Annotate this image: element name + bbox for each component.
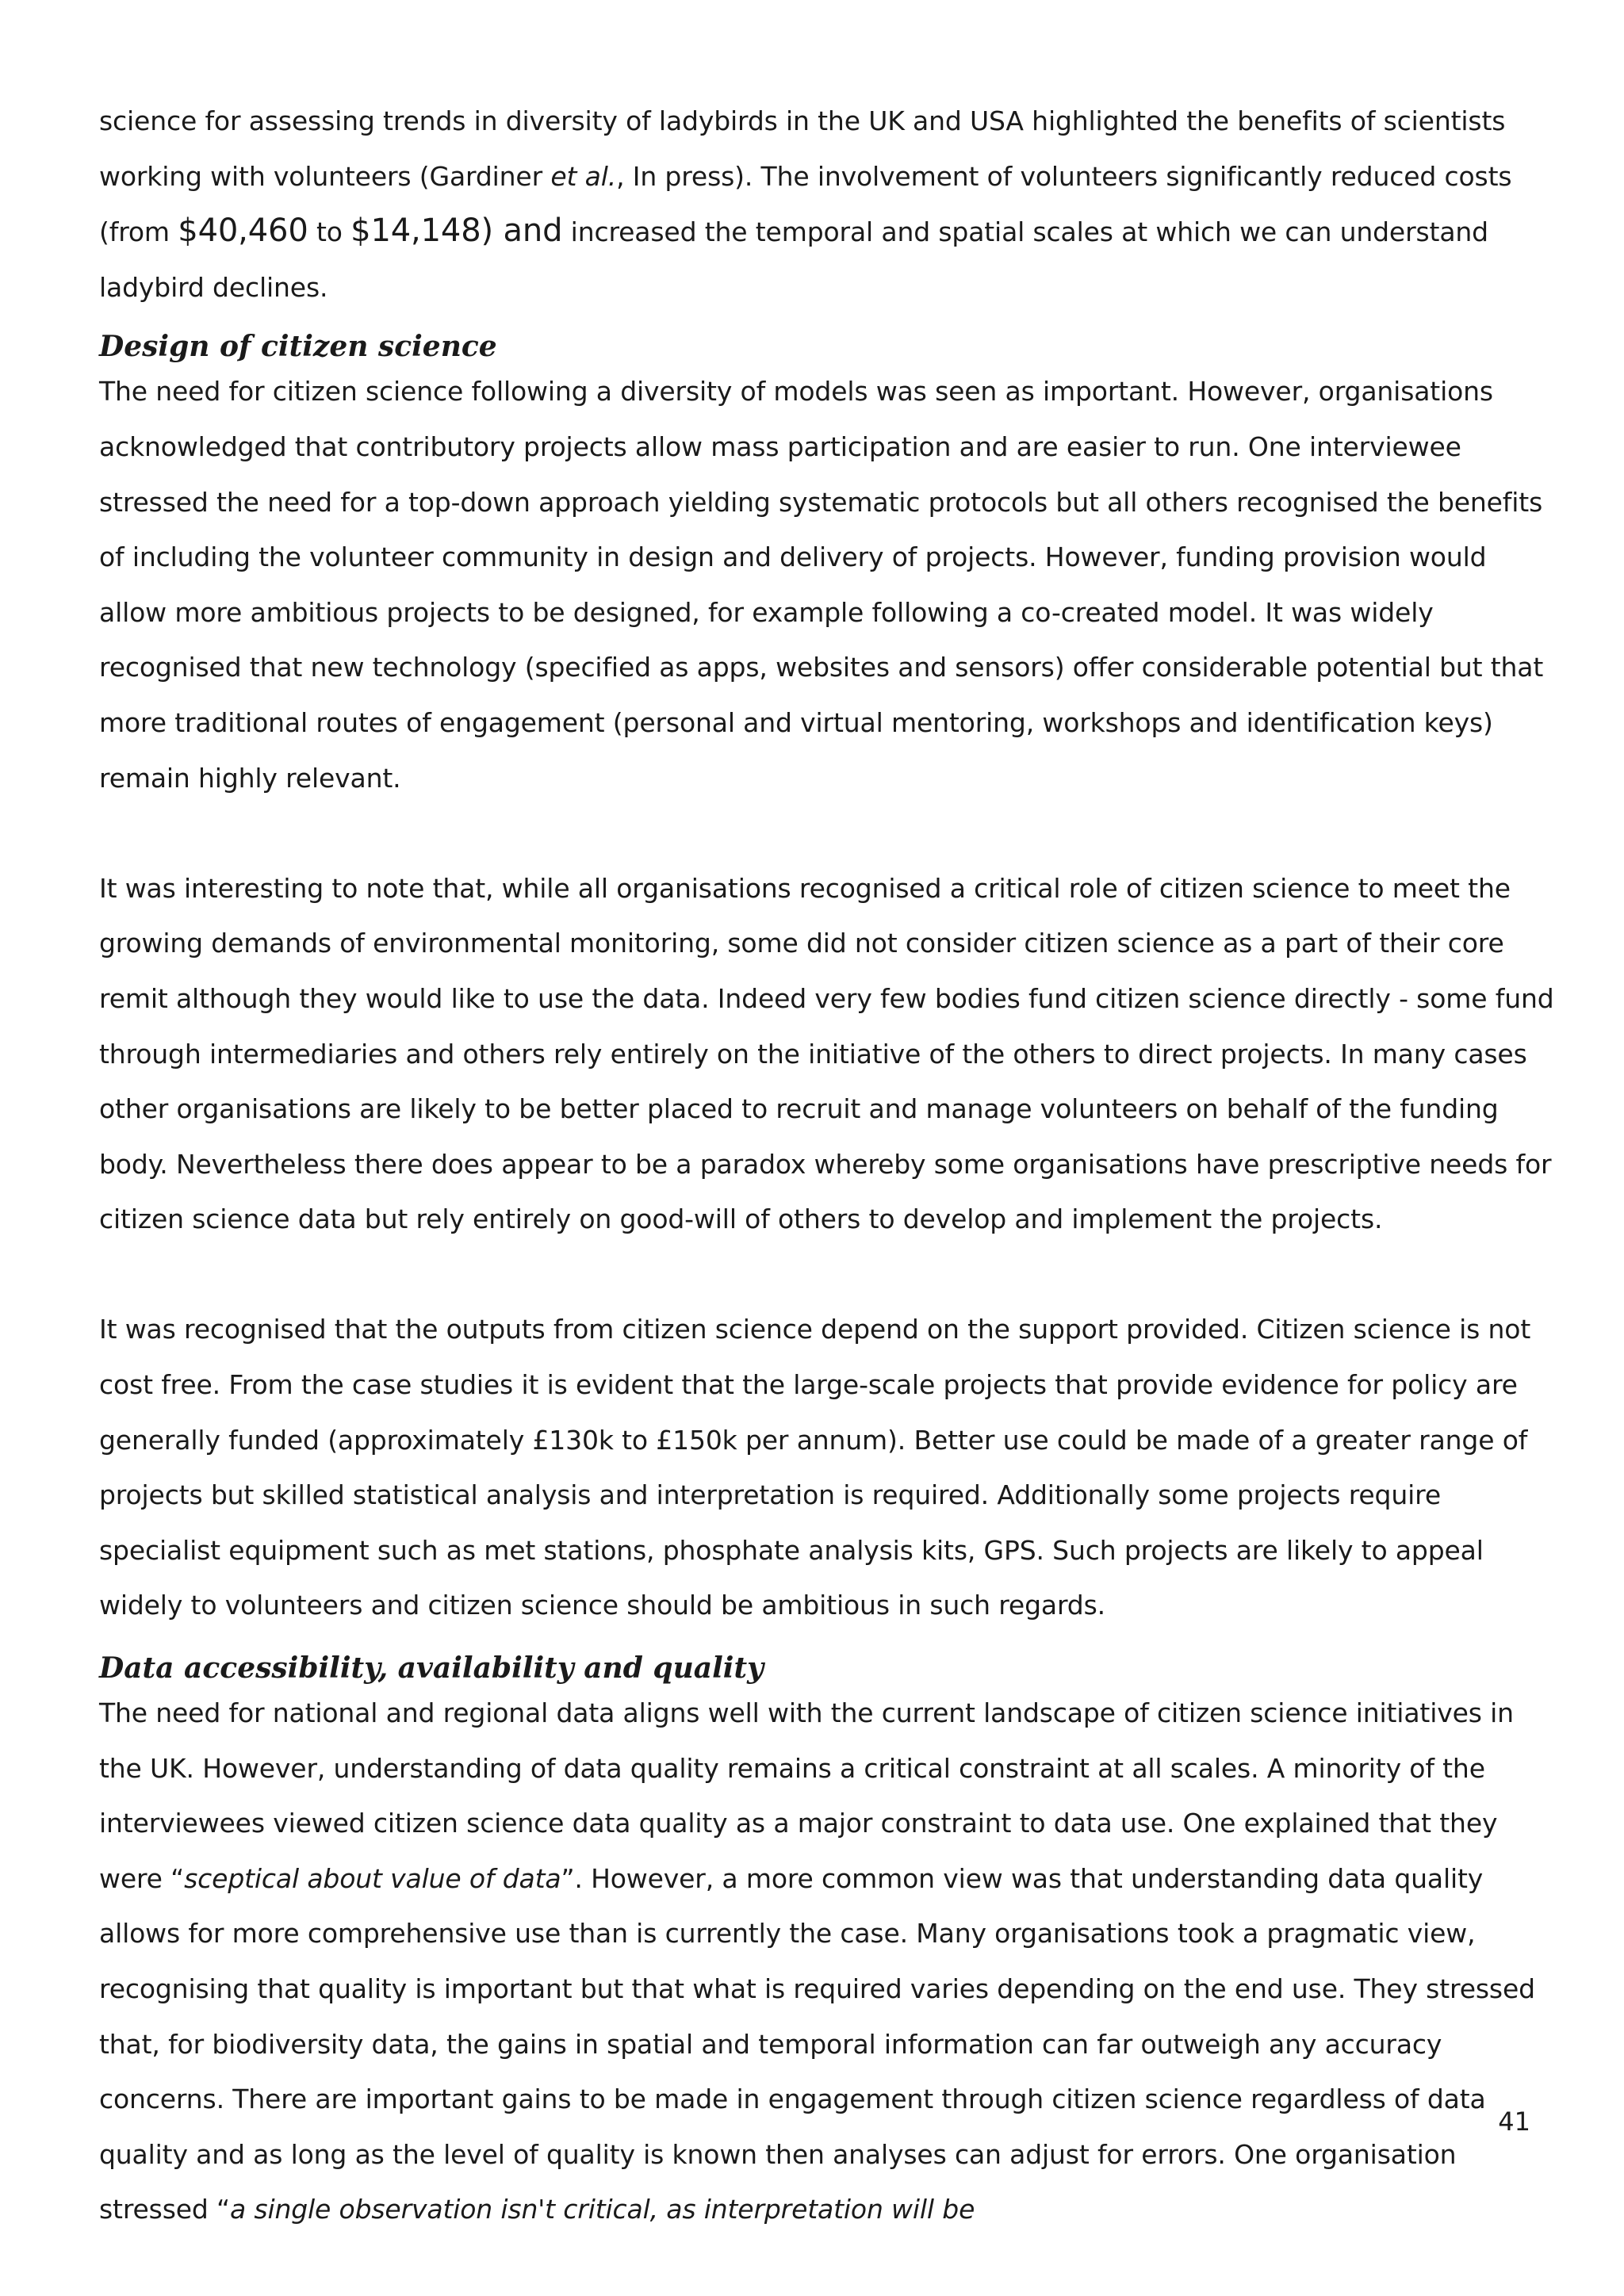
section-heading-data-quality: Data accessibility, availability and quality (99, 1651, 764, 1686)
document-body (99, 94, 1558, 2237)
citation-et-al: et al. (550, 160, 617, 192)
paragraph-data-quality (99, 1686, 1558, 2237)
text-run: increased the temporal and spatial scales at which we can understand ladybird declines. (99, 216, 1488, 303)
page-number: 41 (1498, 2107, 1530, 2137)
quote-single-observation: a single observation isn't critical, as interpretation will be (230, 2194, 975, 2225)
paragraph-support: It was recognised that the outputs from citizen science depend on the support provided. Citizen science is not cost free. From the case studies it is evident that the large-scale projects that provide evidence for policy are generally funded (approximately £130k to £150k per annum). Better use could be made of a greater range of projects but skilled statistical analysis and interpretation is required. Additionally some projects require specialist equipment such as met stations, phosphate analysis kits, GPS. Such projects are likely to appeal widely to volunteers and citizen science should be ambitious in such regards. (99, 1314, 1531, 1621)
paragraph-organisations: It was interesting to note that, while all organisations recognised a critical role of citizen science to meet the growing demands of environmental monitoring, some did not consider citizen science as a part of their core remit although they would like to use the data. Indeed very few bodies fund citizen science directly - some fund through intermediaries and others rely entirely on the initiative of the others to direct projects. In many cases other organisations are likely to be better placed to recruit and manage volunteers on behalf of the funding body. Nevertheless there does appear to be a paradox whereby some organisations have prescriptive needs for citizen science data but rely entirely on good-will of others to develop and implement the projects. (99, 872, 1554, 1235)
paragraph-spacer (99, 806, 1558, 861)
cost-from-value: $40,460 (178, 212, 308, 250)
paragraph-spacer (99, 1633, 1558, 1651)
text-run: ”. However, a more common view was that understanding data quality allows for more comprehensive use than is currently the case. Many organisations took a pragmatic view, recognising that quality is important but that what is required varies depending on the end use. They stressed that, for biodiversity data, the gains in spatial and temporal information can far outweigh any accuracy concerns. There are important gains to be made in engagement through citizen science regardless of data quality and as long as the level of quality is known then analyses can adjust for errors. One organisation stressed “ (99, 1862, 1535, 2225)
section-heading-design: Design of citizen science (99, 330, 497, 364)
text-run: to (308, 216, 351, 248)
quote-sceptical: sceptical about value of data (184, 1862, 561, 1894)
text-run: , In press). The involvement of volunteers significantly reduced costs (from (99, 160, 1512, 248)
text-run: science for assessing trends in diversity of ladybirds in the UK and USA highlighted the benefits of scientists working with volunteers (Gardiner (99, 105, 1506, 192)
text-run: The need for national and regional data aligns well with the current landscape of citizen science initiatives in the UK. However, understanding of data quality remains a critical constraint at all scales. A minority of the interviewees viewed citizen science data quality as a major constraint to data use. One explained that they were “ (99, 1697, 1514, 1894)
cost-to-value: $14,148) and (350, 212, 563, 250)
paragraph-spacer (99, 1247, 1558, 1303)
paragraph-design: The need for citizen science following a diversity of models was seen as important. However, organisations acknowledged that contributory projects allow mass participation and are easier to run. One interviewee stressed the need for a top-down approach yielding systematic protocols but all others recognised the benefits of including the volunteer community in design and delivery of projects. However, funding provision would allow more ambitious projects to be designed, for example following a co-created model. It was widely recognised that new technology (specified as apps, websites and sensors) offer considerable potential but that more traditional routes of engagement (personal and virtual mentoring, workshops and identification keys) remain highly relevant. (99, 376, 1544, 794)
paragraph-ladybird-costs (99, 94, 1558, 315)
